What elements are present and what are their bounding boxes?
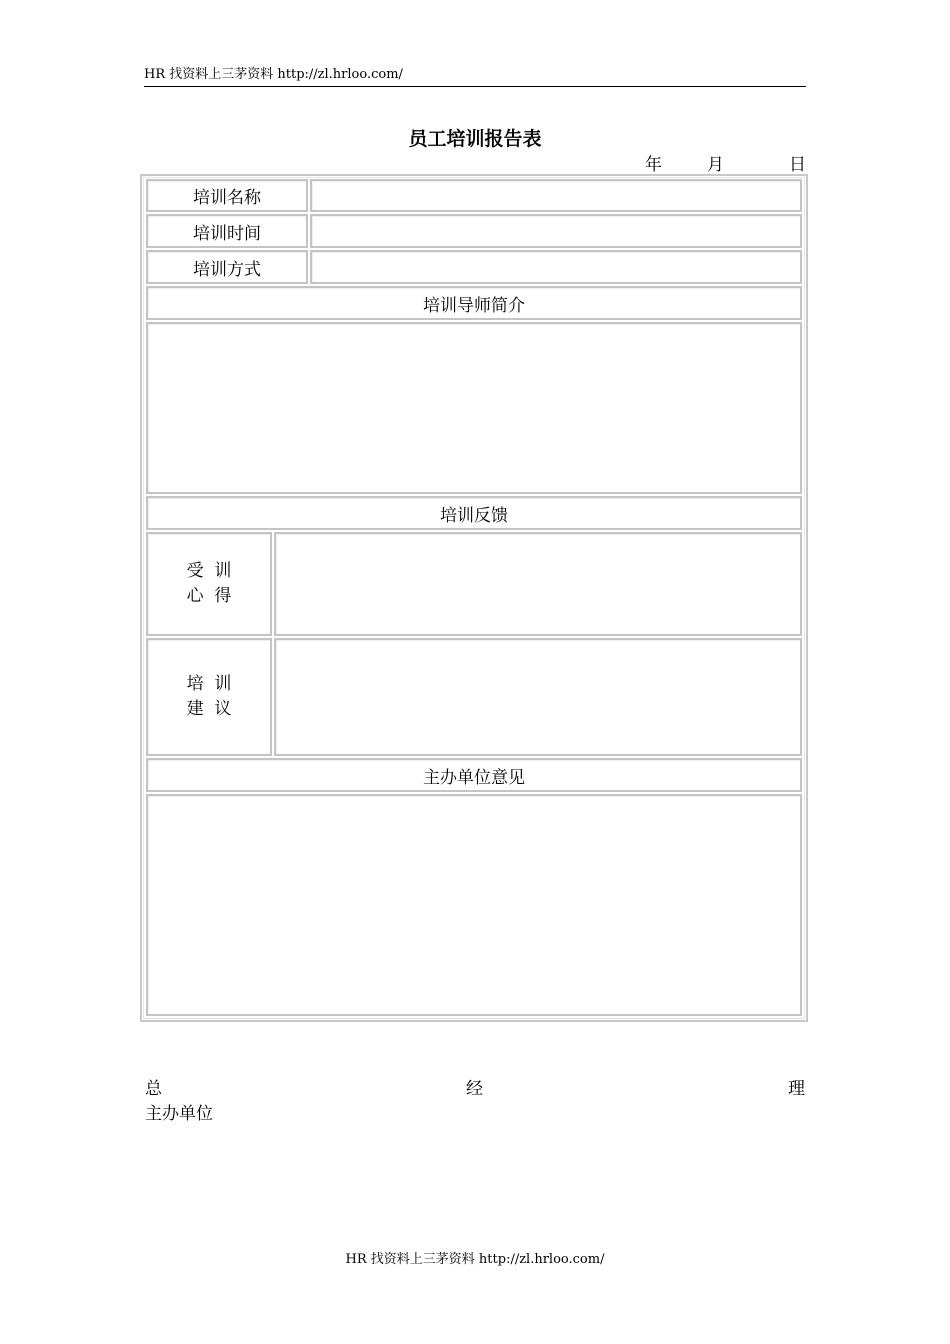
page-footer: HR 找资料上三茅资料 http://zl.hrloo.com/ bbox=[345, 1252, 605, 1267]
mentor-intro-field[interactable] bbox=[146, 322, 802, 494]
training-method-field[interactable] bbox=[310, 250, 802, 284]
feedback-heading: 培训反馈 bbox=[146, 496, 802, 530]
signature-organizer: 主办单位 bbox=[145, 1104, 213, 1124]
experience-field[interactable] bbox=[274, 532, 802, 636]
suggestion-label-line1: 培 训 bbox=[186, 674, 232, 694]
training-time-field[interactable] bbox=[310, 214, 802, 248]
experience-label-line1: 受 训 bbox=[186, 561, 232, 581]
signature-gm-char2: 经 bbox=[466, 1079, 483, 1099]
suggestion-label bbox=[146, 638, 272, 756]
mentor-intro-heading: 培训导师简介 bbox=[146, 286, 802, 320]
suggestion-label-line2: 建 议 bbox=[186, 699, 232, 719]
signature-gm-char3: 理 bbox=[788, 1079, 805, 1099]
form-title: 员工培训报告表 bbox=[408, 128, 542, 150]
organizer-opinion-field[interactable] bbox=[146, 794, 802, 1016]
training-name-field[interactable] bbox=[310, 179, 802, 212]
experience-label bbox=[146, 532, 272, 636]
suggestion-field[interactable] bbox=[274, 638, 802, 756]
training-time-label: 培训时间 bbox=[146, 214, 308, 248]
date-month-label: 月 bbox=[707, 155, 724, 175]
signature-gm-char1: 总 bbox=[145, 1079, 162, 1099]
date-day-label: 日 bbox=[789, 155, 806, 175]
header-text: HR 找资料上三茅资料 http://zl.hrloo.com/ bbox=[144, 67, 403, 82]
training-name-label: 培训名称 bbox=[146, 179, 308, 212]
experience-label-line2: 心 得 bbox=[186, 586, 232, 606]
organizer-opinion-heading: 主办单位意见 bbox=[146, 758, 802, 792]
page-header bbox=[144, 66, 806, 87]
training-method-label: 培训方式 bbox=[146, 250, 308, 284]
date-year-label: 年 bbox=[645, 155, 662, 175]
